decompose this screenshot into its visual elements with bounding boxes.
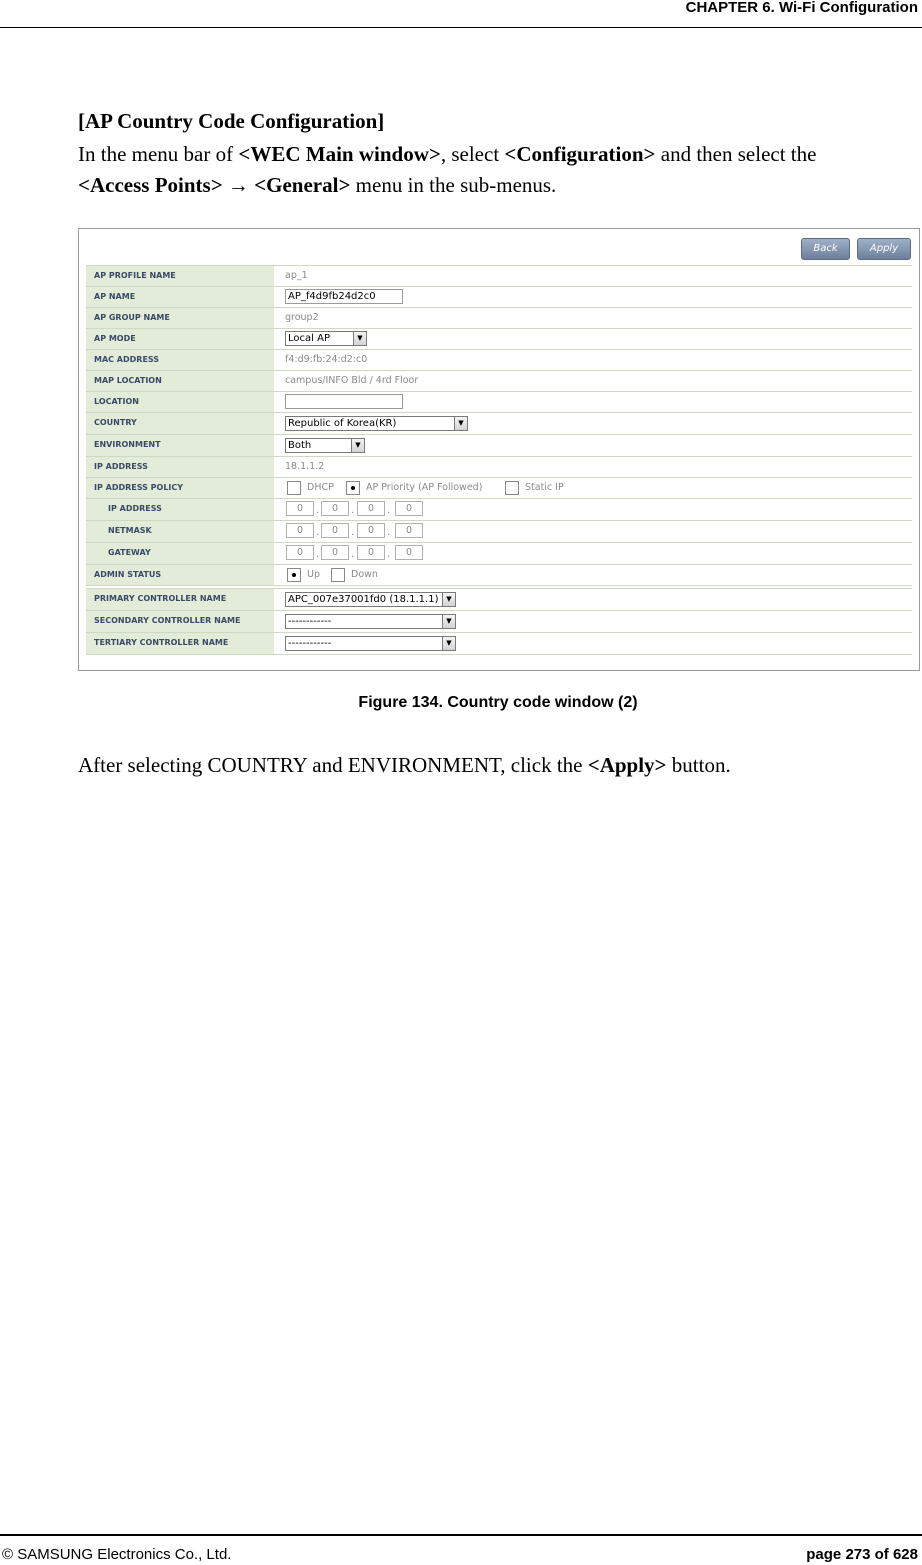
netmask-octet-input[interactable]: 0 xyxy=(357,523,385,538)
octet-separator: . xyxy=(316,505,320,516)
section-title: [AP Country Code Configuration] xyxy=(78,109,385,133)
octet-separator: . xyxy=(387,505,391,516)
row-mac-address xyxy=(86,349,912,370)
back-button[interactable]: Back xyxy=(801,238,850,260)
row-primary-controller xyxy=(86,588,912,610)
radio-label: Up xyxy=(307,569,320,580)
gateway-octet-input[interactable]: 0 xyxy=(286,545,314,560)
netmask-octet-input[interactable]: 0 xyxy=(321,523,349,538)
octet-separator: . xyxy=(351,527,355,538)
apply-button[interactable]: Apply xyxy=(857,238,911,260)
admin-down-radio[interactable] xyxy=(331,568,345,582)
octet-separator: . xyxy=(351,549,355,560)
netmask-octet-input[interactable]: 0 xyxy=(286,523,314,538)
row-admin-status xyxy=(86,564,912,585)
radio-label: Down xyxy=(351,569,378,580)
map-location-value: campus/INFO Bld / 4rd Floor xyxy=(285,375,419,386)
static-ip-radio[interactable] xyxy=(505,481,519,495)
octet-separator: . xyxy=(316,549,320,560)
ip-octet-input[interactable]: 0 xyxy=(286,501,314,516)
field-label: AP NAME xyxy=(86,287,274,307)
field-label: AP GROUP NAME xyxy=(86,308,274,328)
section-divider xyxy=(86,585,912,586)
field-label: MAC ADDRESS xyxy=(86,350,274,370)
chevron-down-icon: ▼ xyxy=(442,593,455,606)
octet-separator: . xyxy=(387,527,391,538)
ip-octet-input[interactable]: 0 xyxy=(321,501,349,516)
field-label: PRIMARY CONTROLLER NAME xyxy=(86,589,274,610)
footer-divider xyxy=(0,1534,922,1536)
octet-separator: . xyxy=(387,549,391,560)
admin-up-radio[interactable] xyxy=(287,568,301,582)
page-number: page 273 of 628 xyxy=(806,1546,918,1563)
ap-mode-select[interactable]: Local AP ▼ xyxy=(285,331,367,346)
field-label: NETMASK xyxy=(86,521,274,542)
radio-label: DHCP xyxy=(307,482,334,493)
netmask-octet-input[interactable]: 0 xyxy=(395,523,423,538)
row-tertiary-controller xyxy=(86,632,912,655)
chevron-down-icon: ▼ xyxy=(442,637,455,650)
row-ap-name xyxy=(86,286,912,307)
row-country xyxy=(86,412,912,434)
radio-label: Static IP xyxy=(525,482,564,493)
row-location xyxy=(86,391,912,412)
octet-separator: . xyxy=(351,505,355,516)
ip-octet-input[interactable]: 0 xyxy=(395,501,423,516)
row-static-ip-address xyxy=(86,498,912,520)
copyright: © SAMSUNG Electronics Co., Ltd. xyxy=(2,1546,232,1563)
dhcp-radio[interactable] xyxy=(287,481,301,495)
country-select[interactable]: Republic of Korea(KR) ▼ xyxy=(285,416,468,431)
field-label: COUNTRY xyxy=(86,413,274,434)
intro-paragraph: In the menu bar of <WEC Main window>, select <Configuration> and then select the <Access Points> → <General> menu in the sub-menus. xyxy=(78,142,817,197)
field-label: GATEWAY xyxy=(86,543,274,564)
chevron-down-icon: ▼ xyxy=(454,417,467,430)
row-environment xyxy=(86,434,912,456)
row-map-location xyxy=(86,370,912,391)
field-label: AP MODE xyxy=(86,329,274,349)
field-label: MAP LOCATION xyxy=(86,371,274,391)
chapter-header: CHAPTER 6. Wi-Fi Configuration xyxy=(685,0,918,16)
field-label: SECONDARY CONTROLLER NAME xyxy=(86,611,274,632)
gateway-octet-input[interactable]: 0 xyxy=(395,545,423,560)
row-gateway xyxy=(86,542,912,564)
row-ap-profile-name xyxy=(86,265,912,286)
ip-octet-input[interactable]: 0 xyxy=(357,501,385,516)
row-ap-mode xyxy=(86,328,912,349)
ap-profile-name-value: ap_1 xyxy=(285,270,308,281)
gateway-octet-input[interactable]: 0 xyxy=(357,545,385,560)
row-netmask xyxy=(86,520,912,542)
header-divider xyxy=(0,27,922,28)
environment-select[interactable]: Both ▼ xyxy=(285,438,365,453)
secondary-controller-select[interactable]: ------------ ▼ xyxy=(285,614,456,629)
tertiary-controller-select[interactable]: ------------ ▼ xyxy=(285,636,456,651)
octet-separator: . xyxy=(316,527,320,538)
row-ap-group-name xyxy=(86,307,912,328)
instruction-paragraph: After selecting COUNTRY and ENVIRONMENT, click the <Apply> button. xyxy=(78,753,731,777)
chevron-down-icon: ▼ xyxy=(442,615,455,628)
chevron-down-icon: ▼ xyxy=(353,332,366,345)
field-label: TERTIARY CONTROLLER NAME xyxy=(86,633,274,654)
field-label: IP ADDRESS xyxy=(86,457,274,477)
ap-name-input[interactable]: AP_f4d9fb24d2c0 xyxy=(285,289,403,304)
row-ip-address-policy xyxy=(86,477,912,498)
mac-address-value: f4:d9:fb:24:d2:c0 xyxy=(285,354,368,365)
radio-label: AP Priority (AP Followed) xyxy=(366,482,483,493)
field-label: ENVIRONMENT xyxy=(86,435,274,456)
location-input[interactable] xyxy=(285,394,403,409)
field-label: ADMIN STATUS xyxy=(86,565,274,585)
ap-configuration-screenshot xyxy=(78,228,920,671)
row-ip-address xyxy=(86,456,912,477)
primary-controller-select[interactable]: APC_007e37001fd0 (18.1.1.1) ▼ xyxy=(285,592,456,607)
figure-caption: Figure 134. Country code window (2) xyxy=(358,694,638,711)
row-secondary-controller xyxy=(86,610,912,632)
ap-priority-radio[interactable] xyxy=(346,481,360,495)
field-label: LOCATION xyxy=(86,392,274,412)
field-label: IP ADDRESS POLICY xyxy=(86,478,274,498)
ap-group-name-value: group2 xyxy=(285,312,319,323)
chevron-down-icon: ▼ xyxy=(351,439,364,452)
ip-address-value: 18.1.1.2 xyxy=(285,461,325,472)
field-label: IP ADDRESS xyxy=(86,499,274,520)
field-label: AP PROFILE NAME xyxy=(86,266,274,286)
gateway-octet-input[interactable]: 0 xyxy=(321,545,349,560)
